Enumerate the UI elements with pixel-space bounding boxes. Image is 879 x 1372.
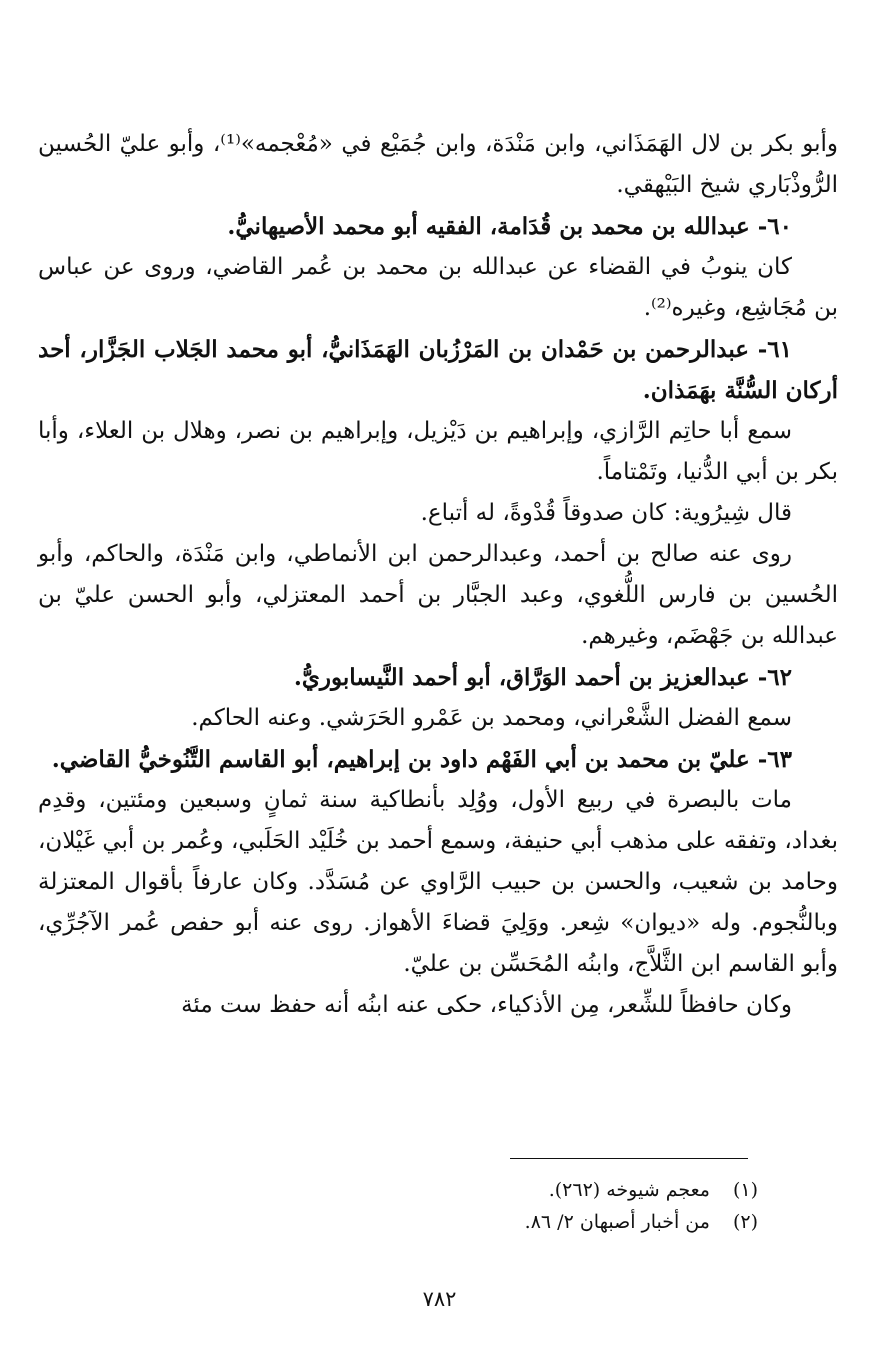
paragraph-entry-61-heard: سمع أبا حاتِم الرَّازي، وإبراهيم بن دَيْزيل، وإبراهيم بن نصر، وهلال بن العلاء، وأبا بكر بن أبي الدُّنيا، وتَمْتاماً. xyxy=(38,418,838,485)
footnote-item xyxy=(38,1174,758,1206)
paragraph-entry-63-memory: وكان حافظاً للشِّعر، مِن الأذكياء، حكى عنه ابنُه أنه حفظ ست مئة xyxy=(181,992,792,1018)
page-number: ٧٨٢ xyxy=(422,1287,457,1311)
entry-heading-62: ٦٢- عبدالعزيز بن أحمد الوَرَّاق، أبو أحمد النَّيسابوريُّ. xyxy=(293,664,792,691)
paragraph-entry-62: سمع الفضل الشَّعْراني، ومحمد بن عَمْرو الحَرَشي. وعنه الحاكم. xyxy=(191,705,792,731)
paragraph-entry-63-bio: مات بالبصرة في ربيع الأول، ووُلِد بأنطاكية سنة ثمانٍ وسبعين ومئتين، وقدِم بغداد، وتفقه على مذهب أبي حنيفة، وسمع أحمد بن خُلَيْد الحَلَبي، وعُمر بن أبي غَيْلان، وحامد بن شعيب، والحسن بن حبيب الرَّاوي عن مُسَدَّد. وكان عارفاً بأقوال المعتزلة وبالنُّجوم. وله «ديوان» شِعر. ووَلِيَ قضاءَ الأهواز. روى عنه أبو حفص عُمر الآجُرِّي، وأبو القاسم ابن الثَّلاَّج، وابنُه المُحَسِّن بن عليّ. xyxy=(38,787,838,977)
footnote-text: من أخبار أصبهان ٢/ ٨٦. xyxy=(524,1211,710,1233)
paragraph-entry-60: كان ينوبُ في القضاء عن عبدالله بن محمد بن عُمر القاضي، وروى عن عباس بن مُجَاشِع، وغيره⁽²⁾. xyxy=(38,254,838,321)
paragraph-entry-61-shiruya: قال شِيرُوية: كان صدوقاً قُدْوةً، له أتباع. xyxy=(420,500,792,526)
footnote-divider xyxy=(510,1158,748,1159)
entry-heading-61: ٦١- عبدالرحمن بن حَمْدان بن المَرْزُبان الهَمَذَانيُّ، أبو محمد الجَلاب الجَزَّار، أحد أركان السُّنَّة بهَمَذان. xyxy=(38,336,838,404)
page-body xyxy=(38,124,838,1026)
footnote-number: (١) xyxy=(732,1179,758,1201)
footnote-number: (٢) xyxy=(732,1211,758,1233)
entry-heading-63: ٦٣- عليّ بن محمد بن أبي الفَهْم داود بن إبراهيم، أبو القاسم التَّنُوخيُّ القاضي. xyxy=(51,746,792,773)
paragraph-entry-61-narrators: روى عنه صالح بن أحمد، وعبدالرحمن ابن الأنماطي، وابن مَنْدَة، والحاكم، وأبو الحُسين بن فارس اللُّغوي، وعبد الجبَّار بن أحمد المعتزلي، وأبو الحسن عليّ بن عبدالله بن جَهْضَم، وغيرهم. xyxy=(38,541,838,649)
footnote-text: معجم شيوخه (٢٦٢). xyxy=(548,1179,710,1201)
footnotes xyxy=(38,1174,758,1238)
paragraph-continued: وأبو بكر بن لال الهَمَذَاني، وابن مَنْدَة، وابن جُمَيْع في «مُعْجمه»⁽¹⁾، وأبو عليّ الحُسين الرُّوذْبَاري شيخ البَيْهقي. xyxy=(38,131,838,198)
entry-heading-60: ٦٠- عبدالله بن محمد بن قُدَامة، الفقيه أبو محمد الأصيهانيُّ. xyxy=(227,213,792,240)
footnote-item xyxy=(38,1206,758,1238)
